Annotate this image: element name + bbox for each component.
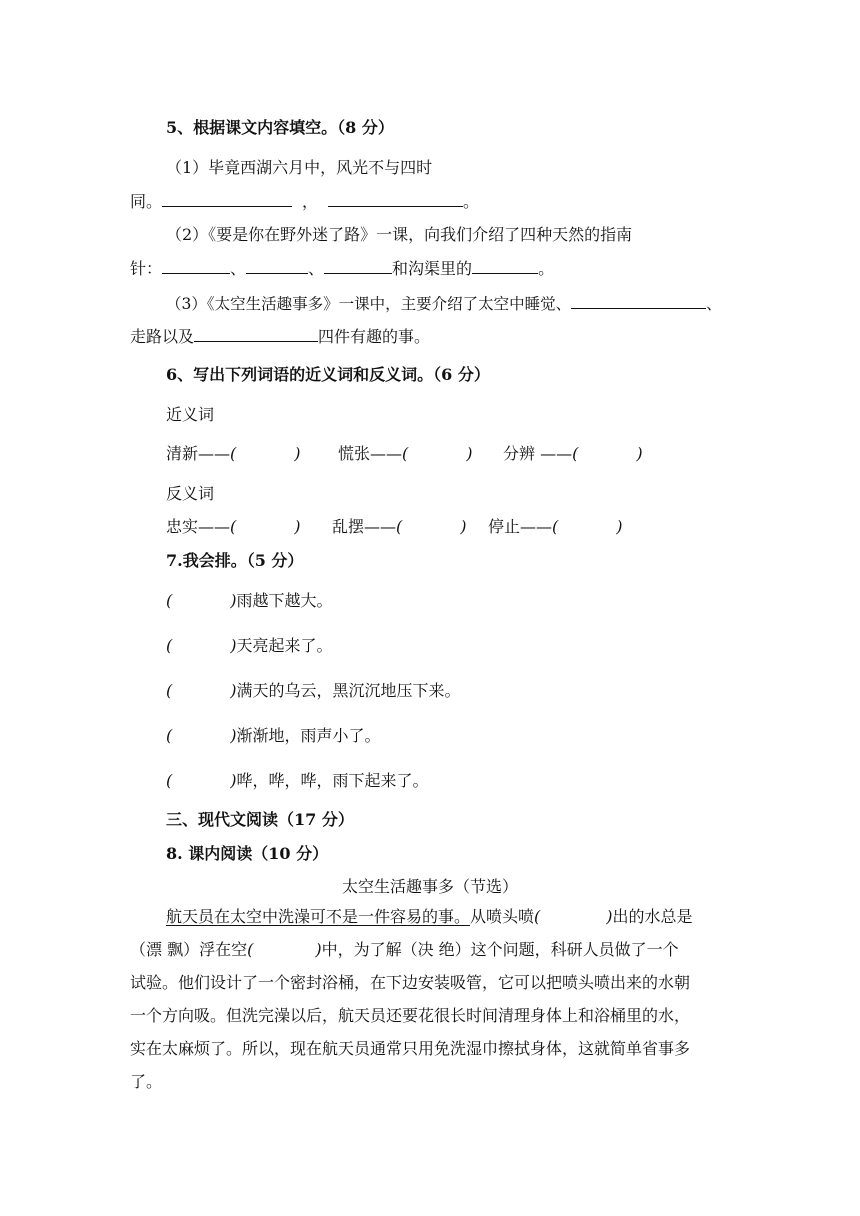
q5-blank-2[interactable] [328, 190, 463, 207]
q5-item2-sep2: 、 [308, 259, 325, 278]
passage-open-paren: ( [247, 940, 254, 959]
q5-item1-end: 。 [463, 192, 480, 211]
q5-blank-3[interactable] [162, 257, 230, 274]
q7-close-paren: ) [230, 681, 237, 700]
q7-item-2 [166, 636, 333, 656]
q5-item2-sep1: 、 [230, 259, 247, 278]
q5-blank-8[interactable] [194, 325, 318, 342]
q6-dash: —— [364, 517, 397, 536]
passage-text: 出的水总是 [612, 907, 693, 926]
q5-item3-prefix: 走路以及 [130, 327, 195, 346]
q7-item-1 [166, 591, 333, 611]
q7-item-text: 哗，哗，哗，雨下起来了。 [236, 771, 429, 790]
q7-item-text: 天亮起来了。 [236, 636, 333, 655]
q6-dash: —— [370, 444, 403, 463]
q6-close-paren: ) [294, 517, 301, 536]
q5-item1-line1: （1）毕竟西湖六月中，风光不与四时 [166, 158, 433, 177]
q6-ant-word-1: 忠实 [166, 517, 199, 536]
q6-heading: 6、写出下列词语的近义词和反义词。（6 分） [166, 365, 490, 384]
q7-close-paren: ) [230, 591, 237, 610]
q5-blank-1[interactable] [162, 190, 292, 207]
q6-ant-word-3: 停止 [488, 517, 521, 536]
passage-line-2 [130, 940, 679, 960]
passage-title: 太空生活趣事多（节选） [341, 877, 518, 896]
q7-item-4 [166, 726, 381, 746]
q6-antonym-row-3 [488, 517, 623, 537]
q6-syn-word-1: 清新 [166, 444, 199, 463]
q7-heading: 7.我会排。（5 分） [166, 551, 304, 570]
q6-open-paren: ( [230, 517, 237, 536]
q6-close-paren: ) [616, 517, 623, 536]
q6-close-paren: ) [460, 517, 467, 536]
q7-item-3 [166, 681, 461, 701]
q7-item-text: 满天的乌云，黑沉沉地压下来。 [236, 681, 461, 700]
passage-text: 从喷头喷 [470, 907, 535, 926]
passage-text: （漂 飘）浮在空 [130, 940, 248, 959]
q7-open-paren: ( [166, 636, 173, 655]
q5-blank-7[interactable] [571, 292, 706, 309]
passage-line-5: 实在太麻烦了。所以，现在航天员通常只用免洗湿巾擦拭身体，这就简单省事多 [130, 1039, 691, 1058]
q7-close-paren: ) [230, 726, 237, 745]
q5-item3-end2: 四件有趣的事。 [318, 327, 431, 346]
q5-item1-prefix: 同。 [130, 192, 163, 211]
q5-item2-prefix: 针： [130, 259, 163, 278]
q6-antonym-row-1 [166, 517, 301, 537]
q6-dash: —— [540, 444, 573, 463]
q7-close-paren: ) [230, 771, 237, 790]
q6-synonym-row-1 [166, 444, 301, 464]
q6-ant-word-2: 乱摆 [332, 517, 365, 536]
q5-heading: 5、根据课文内容填空。（8 分） [166, 118, 394, 137]
q6-open-paren: ( [396, 517, 403, 536]
q6-antonym-label: 反义词 [166, 484, 215, 503]
q5-item2-line1: （2）《要是你在野外迷了路》一课，向我们介绍了四种天然的指南 [166, 225, 633, 244]
q6-syn-word-3: 分辨 [503, 444, 536, 463]
q5-item2-and: 和沟渠里的 [392, 259, 473, 278]
passage-text: 中，为了解（决 绝）这个问题，科研人员做了一个 [321, 940, 679, 959]
q5-blank-6[interactable] [472, 257, 538, 274]
q6-open-paren: ( [402, 444, 409, 463]
q6-open-paren: ( [230, 444, 237, 463]
q7-item-text: 渐渐地，雨声小了。 [236, 726, 381, 745]
q5-item3-line2 [130, 325, 430, 347]
q8-heading: 8. 课内阅读（10 分） [166, 844, 329, 863]
q6-close-paren: ) [294, 444, 301, 463]
q6-syn-word-2: 慌张 [338, 444, 371, 463]
passage-open-paren: ( [534, 907, 541, 926]
q5-item2-line2 [130, 257, 554, 279]
q5-item3-text: （3）《太空生活趣事多》一课中，主要介绍了太空中睡觉、 [166, 295, 572, 313]
q6-synonym-row-3 [503, 444, 643, 464]
q6-dash: —— [198, 444, 231, 463]
section3-heading: 三、现代文阅读（17 分） [166, 810, 354, 829]
q5-item3-line1 [166, 292, 722, 314]
passage-close-paren: ) [606, 907, 613, 926]
q6-synonym-row-2 [338, 444, 473, 464]
q5-item3-end: 、 [706, 295, 722, 313]
q6-dash: —— [520, 517, 553, 536]
passage-line-3: 试验。他们设计了一个密封浴桶，在下边安装吸管，它可以把喷头喷出来的水朝 [130, 973, 691, 992]
q7-open-paren: ( [166, 726, 173, 745]
q5-item2-end: 。 [538, 259, 555, 278]
q7-item-5 [166, 771, 429, 791]
passage-underlined-sentence: 航天员在太空中洗澡可不是一件容易的事。 [166, 907, 471, 926]
passage-close-paren: ) [315, 940, 322, 959]
q6-open-paren: ( [572, 444, 579, 463]
passage-line-6: 了。 [130, 1072, 163, 1091]
q7-open-paren: ( [166, 681, 173, 700]
q5-item1-line2 [130, 190, 479, 212]
q5-item1-comma: ， [302, 192, 319, 211]
passage-line-4: 一个方向吸。但洗完澡以后，航天员还要花很长时间清理身体上和浴桶里的水， [130, 1006, 691, 1025]
q6-close-paren: ) [636, 444, 643, 463]
q6-close-paren: ) [466, 444, 473, 463]
q6-synonym-label: 近义词 [166, 405, 215, 424]
q6-antonym-row-2 [332, 517, 467, 537]
q6-open-paren: ( [552, 517, 559, 536]
q7-open-paren: ( [166, 771, 173, 790]
q6-dash: —— [198, 517, 231, 536]
q7-close-paren: ) [230, 636, 237, 655]
q5-blank-5[interactable] [324, 257, 392, 274]
passage-line-1 [166, 907, 693, 927]
q7-open-paren: ( [166, 591, 173, 610]
q5-blank-4[interactable] [246, 257, 308, 274]
q7-item-text: 雨越下越大。 [236, 591, 333, 610]
